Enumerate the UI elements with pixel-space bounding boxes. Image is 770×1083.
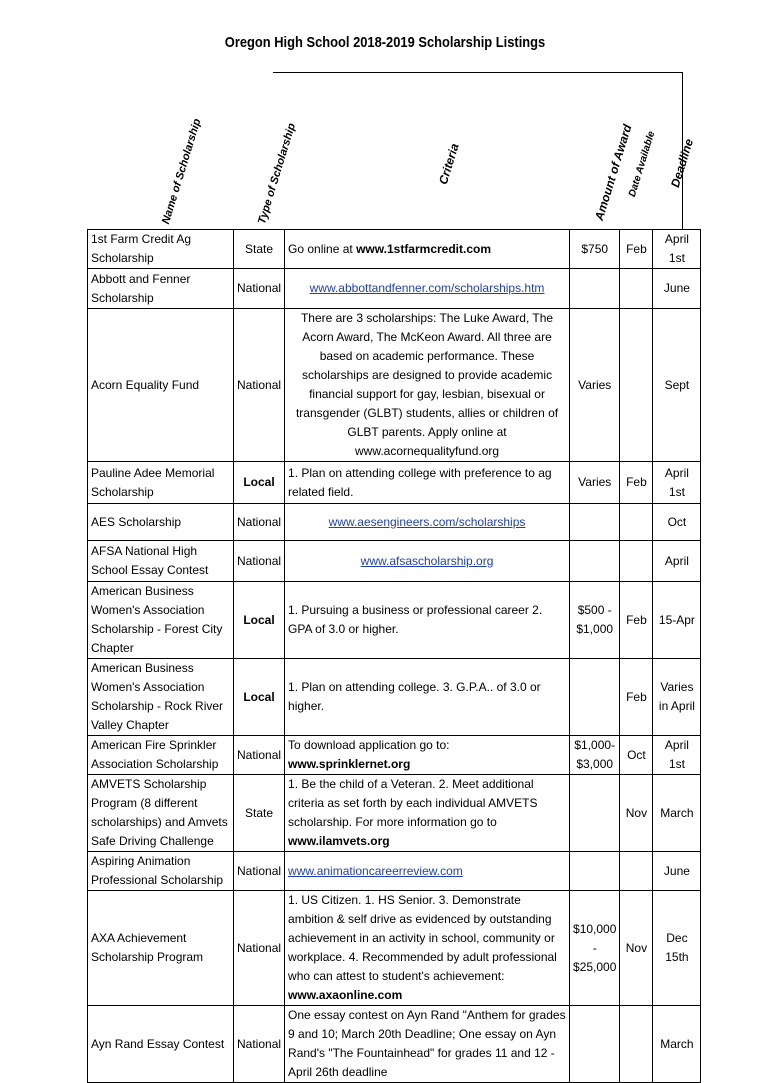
table-row [88,1006,701,1083]
criteria-link[interactable]: www.abbottandfenner.com/scholarships.htm [309,281,545,295]
header-criteria: Criteria [436,141,462,187]
date-available [620,269,653,309]
criteria-text: To download application go to: [288,738,450,752]
date-available [620,504,653,541]
scholarship-type: Local [234,659,285,736]
table-row [88,659,701,736]
scholarship-name: 1st Farm Credit Ag Scholarship [88,230,234,269]
scholarship-table [87,229,701,1083]
award-amount [570,504,620,541]
deadline: April [653,541,701,582]
date-available: Nov [620,775,653,852]
criteria-url: www.1stfarmcredit.com [356,241,492,256]
award-amount [570,852,620,891]
deadline: March [653,775,701,852]
date-available: Feb [620,582,653,659]
deadline: Oct [653,504,701,541]
table-row [88,541,701,582]
scholarship-type: National [234,309,285,462]
scholarship-name: American Fire Sprinkler Association Scholarship [88,736,234,775]
deadline: April 1st [653,230,701,269]
award-amount: $1,000- $3,000 [570,736,620,775]
scholarship-name: Aspiring Animation Professional Scholarship [88,852,234,891]
criteria-text: 1. Be the child of a Veteran. 2. Meet additional criteria as set forth by each individual AMVETS scholarship. For more information go to [288,777,538,829]
deadline: 15-Apr [653,582,701,659]
criteria-url: www.axaonline.com [288,988,403,1002]
scholarship-criteria [285,736,570,775]
scholarship-type: National [234,269,285,309]
scholarship-type: State [234,230,285,269]
award-amount [570,541,620,582]
date-available: Feb [620,462,653,504]
award-amount: $500 - $1,000 [570,582,620,659]
award-amount [570,891,620,1006]
scholarship-criteria [285,775,570,852]
table-row [88,269,701,309]
scholarship-name: AFSA National High School Essay Contest [88,541,234,582]
scholarship-name: American Business Women's Association Scholarship - Forest City Chapter [88,582,234,659]
scholarship-criteria: 1. Pursuing a business or professional career 2. GPA of 3.0 or higher. [285,582,570,659]
header-name-of-scholarship: Name of Scholarship [160,117,204,226]
scholarship-type: National [234,891,285,1006]
scholarship-name: Ayn Rand Essay Contest [88,1006,234,1083]
table-row [88,309,701,462]
deadline: March [653,1006,701,1083]
header-deadline: Deadline [668,137,697,190]
criteria-link[interactable]: www.aesengineers.com/scholarships [328,514,526,529]
date-available: Feb [620,659,653,736]
award-amount: $750 [570,230,620,269]
deadline: June [653,852,701,891]
scholarship-type: National [234,504,285,541]
table-row [88,891,701,1006]
header-amount-of-award: Amount of Award [592,122,635,223]
award-amount: Varies [570,309,620,462]
date-available: Oct [620,736,653,775]
header-date-available: Date Available [627,129,658,199]
header-type-of-scholarship: Type of Scholarship [256,121,299,226]
deadline: June [653,269,701,309]
scholarship-type: State [234,775,285,852]
scholarship-type: Local [234,582,285,659]
date-available [620,309,653,462]
deadline: Dec 15th [653,891,701,1006]
scholarship-criteria [285,852,570,891]
header-top-line [273,72,683,73]
scholarship-name: American Business Women's Association Scholarship - Rock River Valley Chapter [88,659,234,736]
date-available: Nov [620,891,653,1006]
table-row [88,852,701,891]
deadline: Varies in April [653,659,701,736]
criteria-text: 1. US Citizen. 1. HS Senior. 3. Demonstrate ambition & self drive as evidenced by outstanding achievement in an activity in school, community or workplace. 4. Recommended by adult professional who can attest to student's achievement: [288,893,557,983]
award-amount-dash: - [592,940,597,955]
date-available [620,1006,653,1083]
criteria-url: www.ilamvets.org [288,834,390,848]
date-available [620,541,653,582]
date-available [620,852,653,891]
scholarship-name: AMVETS Scholarship Program (8 different scholarships) and Amvets Safe Driving Challenge [88,775,234,852]
award-amount [570,269,620,309]
table-row [88,582,701,659]
award-amount-min: $10,000 [573,921,617,936]
criteria-link[interactable]: www.afsascholarship.org [360,553,494,568]
award-amount: Varies [570,462,620,504]
scholarship-criteria [285,269,570,309]
award-amount [570,775,620,852]
table-row [88,230,701,269]
scholarship-type: National [234,736,285,775]
scholarship-criteria [285,230,570,269]
deadline: April 1st [653,462,701,504]
page-title: Oregon High School 2018-2019 Scholarship Listings [224,34,546,51]
table-row [88,504,701,541]
scholarship-name: Abbott and Fenner Scholarship [88,269,234,309]
award-amount [570,659,620,736]
scholarship-criteria [285,504,570,541]
scholarship-criteria [285,891,570,1006]
criteria-link[interactable]: www.animationcareerreview.com [288,863,463,878]
scholarship-criteria: There are 3 scholarships: The Luke Award, The Acorn Award, The McKeon Award. All three are based on academic performance. These scholarships are designed to provide academic financial support for gay, lesbian, bisexual or transgender (GLBT) students, allies or children of GLBT parents. Apply online at www.acornequalityfund.org [285,309,570,462]
date-available: Feb [620,230,653,269]
scholarship-type: National [234,852,285,891]
scholarship-name: Acorn Equality Fund [88,309,234,462]
scholarship-criteria [285,541,570,582]
scholarship-criteria: One essay contest on Ayn Rand "Anthem for grades 9 and 10; March 20th Deadline; One essay on Ayn Rand's "The Fountainhead" for grades 11 and 12 - April 26th deadline [285,1006,570,1083]
scholarship-name: Pauline Adee Memorial Scholarship [88,462,234,504]
deadline: Sept [653,309,701,462]
scholarship-name: AES Scholarship [88,504,234,541]
scholarship-criteria: 1. Plan on attending college with preference to ag related field. [285,462,570,504]
table-row [88,775,701,852]
award-amount-max: $25,000 [573,959,617,974]
table-row [88,736,701,775]
scholarship-type: National [234,1006,285,1083]
award-amount [570,1006,620,1083]
criteria-text: Go online at [288,241,357,256]
scholarship-type: National [234,541,285,582]
scholarship-name: AXA Achievement Scholarship Program [88,891,234,1006]
criteria-url: www.sprinklernet.org [288,757,411,771]
scholarship-criteria: 1. Plan on attending college. 3. G.P.A.. of 3.0 or higher. [285,659,570,736]
table-row [88,462,701,504]
deadline: April 1st [653,736,701,775]
scholarship-type: Local [234,462,285,504]
